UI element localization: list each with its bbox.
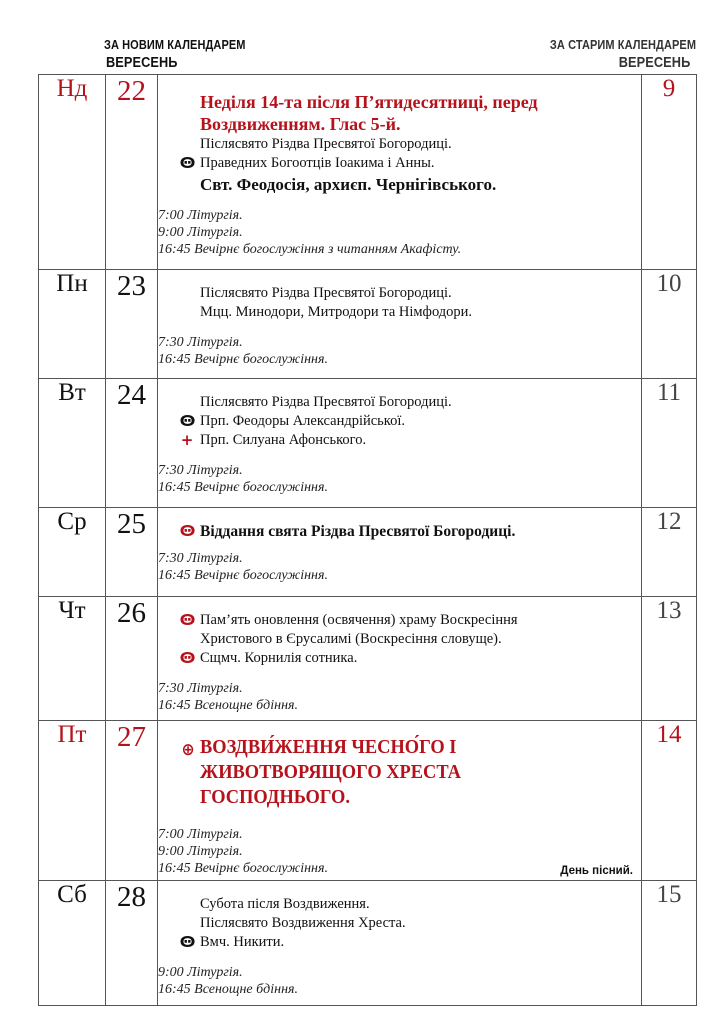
commemoration: Субота після Воздвиження. [200,896,370,912]
service: 7:00 Літургія. [158,208,243,223]
day-row [39,75,697,270]
day-row [39,881,697,1006]
old-day-number: 12 [642,508,697,597]
new-calendar-label: ЗА НОВИМ КАЛЕНДАРЕМ [104,38,246,52]
day-row [39,270,697,379]
commemoration: Післясвято Різдва Пресвятої Богородиці. [200,394,452,410]
services [158,964,641,998]
day-number: 26 [106,597,158,721]
services [158,550,641,584]
services [158,207,641,258]
service: 16:45 Вечірнє богослужіння. [158,480,328,495]
feast-sign-icon: Ꙫ [179,522,195,540]
service: 7:30 Літургія. [158,551,243,566]
day-row [39,597,697,721]
commemoration: Свт. Феодосія, архиєп. Чернігівського. [200,175,497,194]
day-content [158,508,642,597]
day-content [158,75,642,270]
feast-title: ⊕ ВОЗДВИ́ЖЕННЯ ЧЕСНО́ГО І ЖИВОТВОРЯЩОГО ХРЕСТА ГОСПОДНЬОГО. [181,736,461,808]
commemoration: Ꙫ Праведних Богоотців Іоакима і Анны. [179,154,435,172]
service: 9:00 Літургія. [158,844,243,859]
commemoration: Ꙫ Вмч. Никити. [179,933,285,951]
service: 16:45 Вечірнє богослужіння. [158,568,328,583]
day-content [158,597,642,721]
commemoration: Післясвято Різдва Пресвятої Богородиці. [200,285,452,301]
day-number: 27 [106,721,158,881]
day-title: Неділя 14-та після П’ятидесятниці, перед Воздвиженням. Глас 5-й. [200,92,538,134]
day-number: 23 [106,270,158,379]
commemoration: Ꙫ Прп. Феодоры Александрійської. [179,412,406,430]
service: 16:45 Всенощне бдіння. [158,982,299,997]
commemoration: Ꙫ Сщмч. Корнилія сотника. [179,649,358,667]
feast-sign-icon: Ꙫ [179,412,195,430]
old-day-number: 10 [642,270,697,379]
weekday: Чт [39,597,106,721]
weekday: Вт [39,379,106,508]
day-content [158,379,642,508]
services [158,334,641,368]
old-month-title: ВЕРЕСЕНЬ [618,55,690,71]
services [158,462,641,496]
old-day-number: 11 [642,379,697,508]
feast-sign-icon: Ꙫ [179,154,195,172]
service: 9:00 Літургія. [158,965,243,980]
day-row [39,508,697,597]
service: 7:30 Літургія. [158,463,243,478]
new-month-title: ВЕРЕСЕНЬ [106,55,178,71]
old-calendar-label: ЗА СТАРИМ КАЛЕНДАРЕМ [549,38,696,52]
commemoration: Мцц. Минодори, Митродори та Німфодори. [200,304,473,320]
feast-sign-icon: Ꙫ [179,611,195,629]
calendar-table [38,74,697,1006]
day-content [158,270,642,379]
old-day-number: 14 [642,721,697,881]
fast-day-note: День пісний. [560,865,633,877]
services [158,680,641,714]
service: 7:30 Літургія. [158,335,243,350]
service: 7:00 Літургія. [158,827,243,842]
weekday: Пн [39,270,106,379]
old-day-number: 15 [642,881,697,1006]
feast-sign-icon: Ꙫ [179,933,195,951]
commemoration: Післясвято Воздвиження Хреста. [200,915,406,931]
cross-icon: + [180,431,194,449]
service: 16:45 Вечірнє богослужіння з читанням Акафісту. [158,242,462,257]
day-content [158,881,642,1006]
weekday: Ср [39,508,106,597]
day-number: 24 [106,379,158,508]
day-number: 22 [106,75,158,270]
service: 16:45 Вечірнє богослужіння. [158,861,328,876]
day-row [39,379,697,508]
day-content [158,721,642,881]
service: 16:45 Всенощне бдіння. [158,698,299,713]
feast-sign-icon: Ꙫ [179,649,195,667]
old-day-number: 13 [642,597,697,721]
day-number: 28 [106,881,158,1006]
commemoration: + Прп. Силуана Афонського. [200,431,641,450]
commemoration: Післясвято Різдва Пресвятої Богородиці. [200,136,452,152]
day-number: 25 [106,508,158,597]
service: 9:00 Літургія. [158,225,243,240]
weekday: Нд [39,75,106,270]
commemoration: Ꙫ Пам’ять оновлення (освячення) храму Воскресіння Христового в Єрусалимі (Воскресіння словуще). [179,611,518,647]
day-row [39,721,697,881]
old-day-number: 9 [642,75,697,270]
service: 16:45 Вечірнє богослужіння. [158,352,328,367]
circled-cross-icon: ⊕ [181,740,195,760]
weekday: Сб [39,881,106,1006]
commemoration: Ꙫ Віддання свята Різдва Пресвятої Богородиці. [179,522,516,540]
weekday: Пт [39,721,106,881]
service: 7:30 Літургія. [158,681,243,696]
